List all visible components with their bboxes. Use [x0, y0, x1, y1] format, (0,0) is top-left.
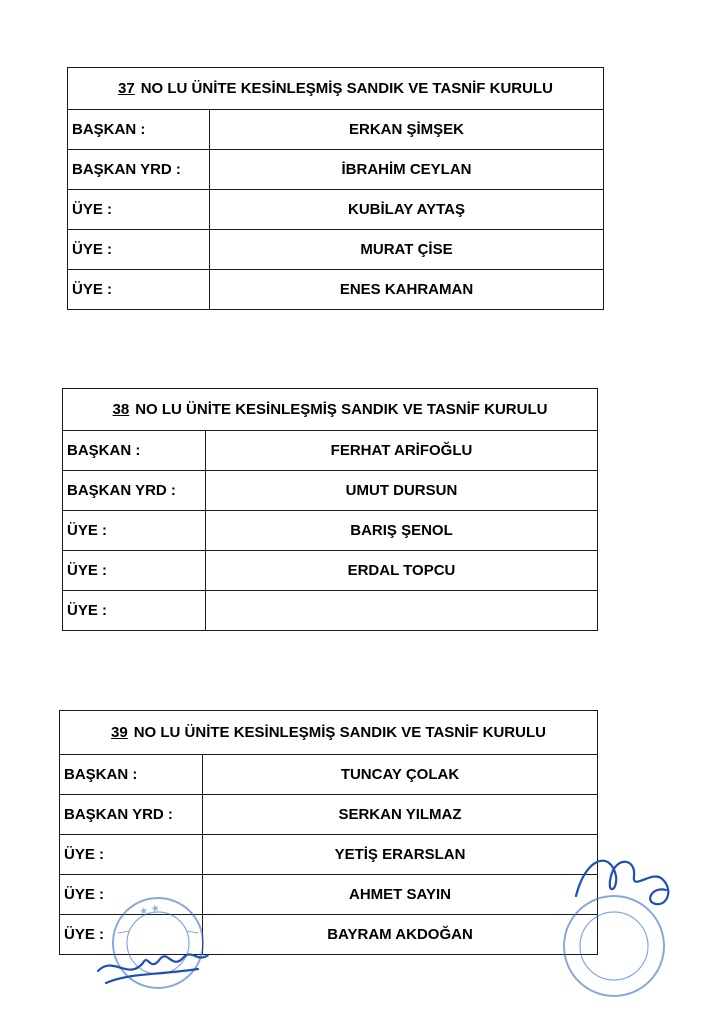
member-row	[63, 511, 598, 551]
union-stamp-left	[88, 893, 228, 1003]
member-name: FERHAT ARİFOĞLU	[206, 431, 598, 471]
role-label: BAŞKAN YRD :	[68, 150, 210, 190]
role-label: ÜYE :	[60, 915, 203, 955]
union-stamp-right	[556, 846, 686, 1016]
committee-title	[60, 711, 598, 755]
member-row	[63, 471, 598, 511]
role-label: ÜYE :	[68, 230, 210, 270]
member-row	[68, 230, 604, 270]
committee-title-row	[60, 711, 598, 755]
committee-number: 38	[112, 401, 130, 418]
member-name: MURAT ÇİSE	[210, 230, 604, 270]
role-label: ÜYE :	[60, 835, 203, 875]
committee-title-text: NO LU ÜNİTE KESİNLEŞMİŞ SANDIK VE TASNİF KURULU	[133, 724, 546, 741]
committee-number: 39	[111, 724, 128, 741]
member-name: İBRAHİM CEYLAN	[210, 150, 604, 190]
role-label: ÜYE :	[63, 591, 206, 631]
member-name: BAYRAM AKDOĞAN	[203, 915, 598, 955]
committee-table-37	[67, 67, 604, 310]
committee-title-row	[63, 389, 598, 431]
committee-title	[68, 68, 604, 110]
member-row	[68, 190, 604, 230]
member-row	[63, 591, 598, 631]
committee-number: 37	[118, 80, 135, 97]
member-row	[60, 835, 598, 875]
member-name: TUNCAY ÇOLAK	[203, 755, 598, 795]
role-label: ÜYE :	[68, 190, 210, 230]
role-label: BAŞKAN :	[60, 755, 203, 795]
committee-table-38	[62, 388, 598, 631]
role-label: BAŞKAN YRD :	[60, 795, 203, 835]
role-label: ÜYE :	[60, 875, 203, 915]
member-name: SERKAN YILMAZ	[203, 795, 598, 835]
role-label: ÜYE :	[63, 511, 206, 551]
member-name: ENES KAHRAMAN	[210, 270, 604, 310]
member-name	[206, 591, 598, 631]
member-row	[63, 551, 598, 591]
member-row	[60, 795, 598, 835]
member-name: ERKAN ŞİMŞEK	[210, 110, 604, 150]
member-row	[68, 150, 604, 190]
member-name: AHMET SAYIN	[203, 875, 598, 915]
member-name: KUBİLAY AYTAŞ	[210, 190, 604, 230]
member-row	[60, 755, 598, 795]
svg-text:★ ★: ★ ★	[138, 902, 161, 918]
role-label: ÜYE :	[63, 551, 206, 591]
committee-title-text: NO LU ÜNİTE KESİNLEŞMİŞ SANDIK VE TASNİF KURULU	[135, 401, 548, 418]
committee-title	[63, 389, 598, 431]
role-label: BAŞKAN :	[63, 431, 206, 471]
member-row	[68, 110, 604, 150]
role-label: BAŞKAN YRD :	[63, 471, 206, 511]
member-row	[63, 431, 598, 471]
committee-title-text: NO LU ÜNİTE KESİNLEŞMİŞ SANDIK VE TASNİF KURULU	[140, 80, 553, 97]
member-name: UMUT DURSUN	[206, 471, 598, 511]
member-name: ERDAL TOPCU	[206, 551, 598, 591]
member-name: BARIŞ ŞENOL	[206, 511, 598, 551]
committee-title-row	[68, 68, 604, 110]
member-name: YETİŞ ERARSLAN	[203, 835, 598, 875]
member-row	[68, 270, 604, 310]
role-label: ÜYE :	[68, 270, 210, 310]
role-label: BAŞKAN :	[68, 110, 210, 150]
